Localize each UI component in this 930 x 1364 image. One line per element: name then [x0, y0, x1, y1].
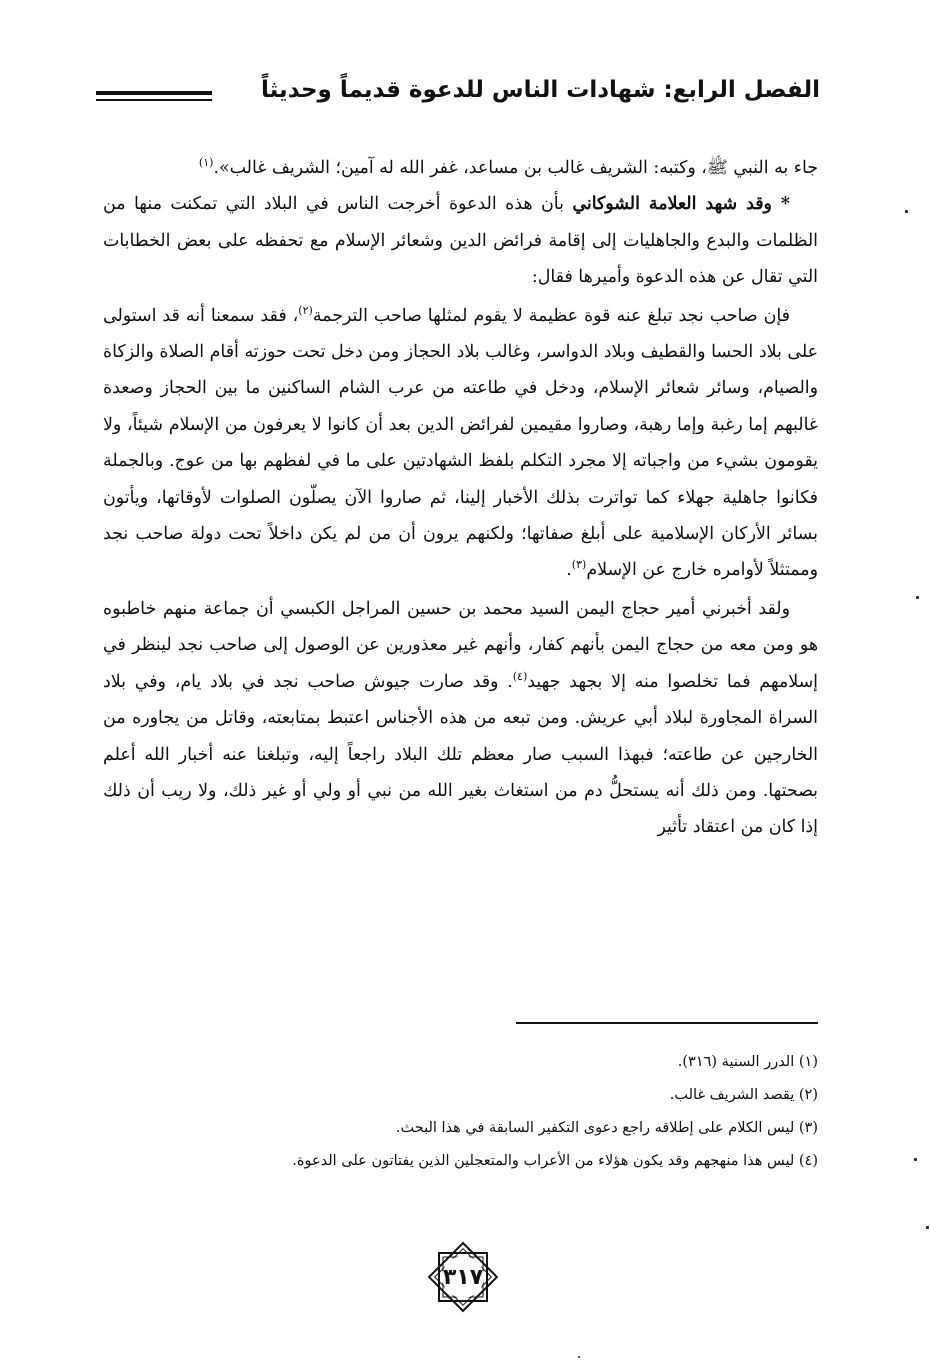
chapter-header	[96, 72, 820, 112]
header-rule-thin	[96, 99, 212, 101]
chapter-title: الفصل الرابع: شهادات الناس للدعوة قديماً وحديثاً	[255, 72, 820, 108]
footnotes	[150, 1046, 818, 1178]
footnote-ref-1: (١)	[198, 156, 214, 170]
footnote-ref-4: (٤)	[512, 669, 528, 683]
scan-mark	[926, 1226, 929, 1229]
scan-mark	[905, 210, 908, 213]
page-number: ٣١٧	[442, 1264, 484, 1290]
paragraph-4	[103, 591, 818, 846]
paragraph-4-text-b: . وقد صارت جيوش صاحب نجد في بلاد يام، وفي بلاد السراة المجاورة لبلاد أبي عريش. ومن تبعه من هذه الأجناس اعتبط بمتابعته، وقاتل من يجاوره من الخارجين عن طاعته؛ فبهذا السبب صار معظم تلك البلاد راجعاً إليه، وتبلغنا عنه أخبار الله أعلم بصحتها. ومن ذلك أنه يستحلُّ دم من استغاث بغير الله من نبي أو ولي أو غير ذلك، ولا ريب أن ذلك إذا كان من اعتقاد تأثير	[103, 671, 818, 838]
main-text	[103, 150, 818, 846]
paragraph-3	[103, 298, 818, 589]
paragraph-3-text-b: ، فقد سمعنا أنه قد استولى على بلاد الحسا والقطيف وبلاد الدواسر، وغالب بلاد الحجاز ومن دخل تحت حوزته أقام الصلاة والزكاة والصيام، وسائر شعائر الإسلام، ودخل في طاعته من عرب الشام الساكنين ما بين الحجاز وصعدة غالبهم إما رغبة وإما رهبة، وصاروا مقيمين لفرائض الدين بعد أن كانوا لا يعرفون من الإسلام شيئاً، ولا يقومون بشيء من واجباته إلا مجرد التكلم بلفظ الشهادتين على ما في لفظهم بها من عوج. وبالجملة فكانوا جاهلية جهلاء كما تواترت بذلك الأخبار إلينا، ثم صاروا الآن يصلّون الصلوات لأوقاتها، ويأتون بسائر الأركان الإسلامية على أبلغ صفاتها؛ ولكنهم يرون أن من لم يكن داخلاً تحت دولة صاحب نجد وممتثلاً لأوامره خارج عن الإسلام	[103, 305, 818, 581]
paragraph-1	[103, 150, 818, 186]
paragraph-2	[103, 186, 818, 295]
paragraph-1-text: جاء به النبي ﷺ، وكتبه: الشريف غالب بن مساعد، غفر الله له آمين؛ الشريف غالب».	[213, 158, 818, 178]
page-number-badge	[422, 1236, 504, 1318]
scan-mark	[578, 1356, 580, 1358]
footnote-3: (٣) ليس الكلام على إطلاقه راجع دعوى التكفير السابقة في هذا البحث.	[395, 1120, 818, 1136]
header-rule-thick	[96, 91, 212, 95]
footnote-2: (٢) يقصد الشريف غالب.	[669, 1087, 818, 1103]
paragraph-2-lead: * وقد شهد العلامة الشوكاني	[572, 194, 790, 215]
footnote-4: (٤) ليس هذا منهجهم وقد يكون هؤلاء من الأعراب والمتعجلين الذين يفتاتون على الدعوة.	[292, 1153, 818, 1169]
footnote-separator	[516, 1022, 818, 1024]
footnote-ref-2: (٢)	[298, 303, 313, 317]
footnote-1: (١) الدرر السنية (٣١٦).	[677, 1054, 818, 1070]
paragraph-4-text-a: ولقد أخبرني أمير حجاج اليمن السيد محمد بن حسين المراجل الكبسي أن جماعة منهم خاطبوه هو ومن معه من حجاج اليمن بأنهم كفار، وأنهم غير معذورين عن الوصول إلى صاحب نجد لينظر في إسلامهم فما تخلصوا منه إلا بجهد جهيد	[103, 598, 818, 692]
paragraph-3-text-a: فإن صاحب نجد تبلغ عنه قوة عظيمة لا يقوم لمثلها صاحب الترجمة	[312, 305, 790, 326]
paragraph-3-text-c: .	[566, 560, 572, 581]
scan-mark	[916, 596, 919, 599]
paragraph-2-text: بأن هذه الدعوة أخرجت الناس في البلاد التي تمكنت منها من الظلمات والبدع والجاهليات إلى إقامة فرائض الدين وشعائر الإسلام مع تحفظه على بعض الخطابات التي تقال عن هذه الدعوة وأميرها فقال:	[103, 194, 818, 288]
footnote-ref-3: (٣)	[571, 558, 587, 572]
scan-mark	[914, 1158, 917, 1161]
